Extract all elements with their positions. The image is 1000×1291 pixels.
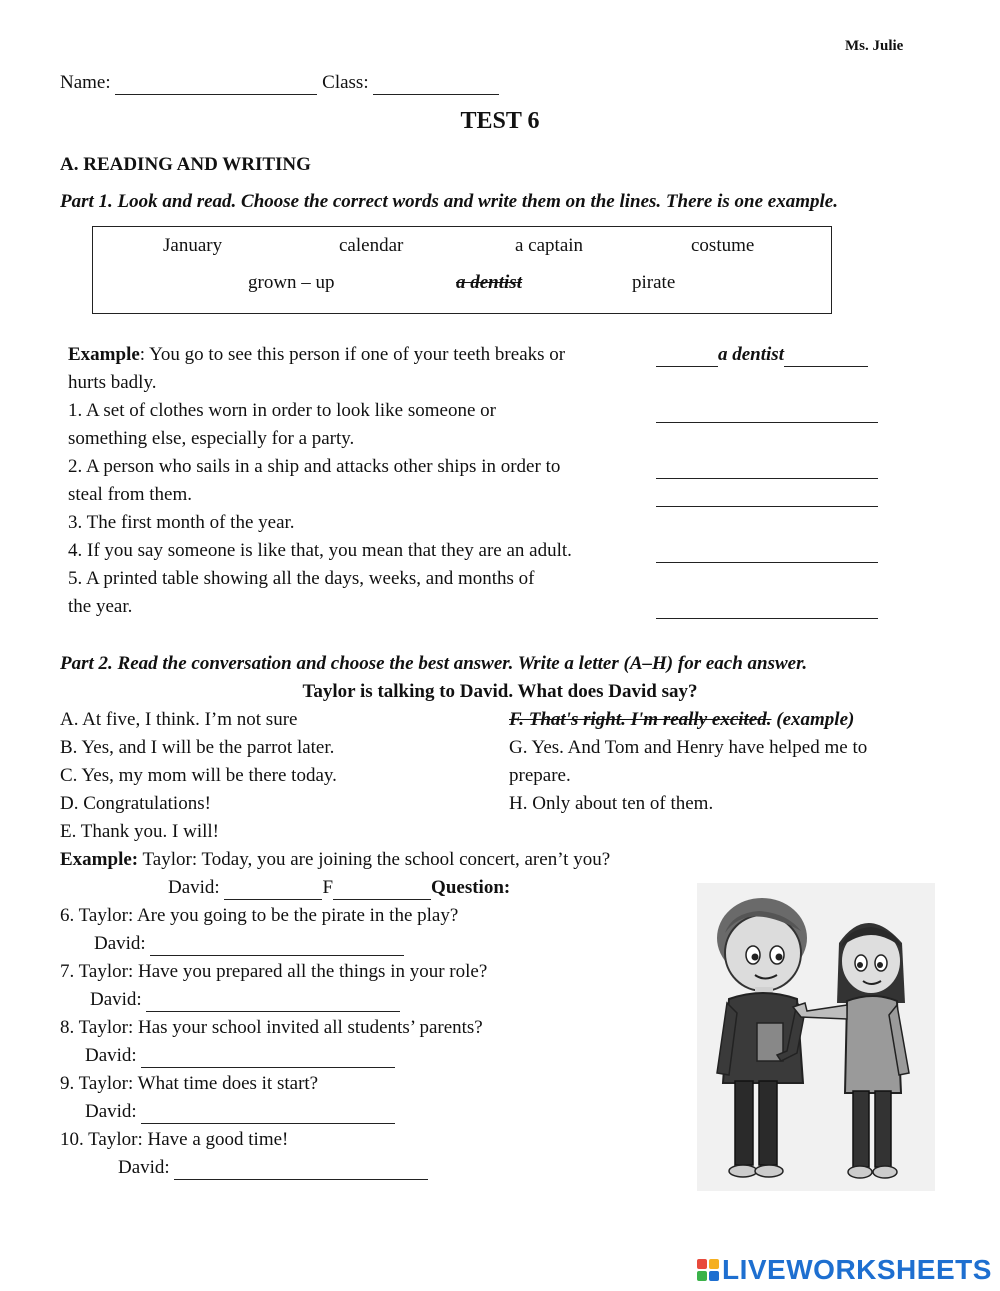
- section-heading: A. READING AND WRITING: [60, 154, 311, 175]
- part2-instruction: Part 2. Read the conversation and choose the best answer. Write a letter (A–H) for each answer.: [60, 653, 808, 674]
- name-field[interactable]: [115, 72, 317, 95]
- part1-example-cont: hurts badly.: [68, 372, 157, 393]
- question-2-text-cont: steal from them.: [68, 484, 192, 505]
- answer-line-10[interactable]: [174, 1157, 428, 1180]
- word-bank-item: a captain: [515, 235, 584, 256]
- boy-figure: [717, 898, 807, 1177]
- name-label: Name:: [60, 72, 111, 93]
- question-9-taylor: 9. Taylor: What time does it start?: [60, 1073, 319, 1094]
- answer-line-3[interactable]: [656, 505, 878, 507]
- question-1-text: 1. A set of clothes worn in order to look like someone or: [68, 400, 496, 421]
- question-10-taylor: 10. Taylor: Have a good time!: [60, 1129, 289, 1150]
- answer-line-4[interactable]: [656, 561, 878, 563]
- option-g: G. Yes. And Tom and Henry have helped me to: [509, 737, 868, 758]
- option-a: A. At five, I think. I’m not sure: [60, 709, 298, 730]
- part2-example-answer: David: F Question:: [168, 877, 511, 898]
- question-6-taylor: 6. Taylor: Are you going to be the pirate in the play?: [60, 905, 459, 926]
- word-bank-item: grown – up: [248, 272, 335, 293]
- part1-example: [68, 344, 565, 366]
- option-c: C. Yes, my mom will be there today.: [60, 765, 337, 786]
- part2-subtitle: Taylor is talking to David. What does David say?: [302, 681, 698, 702]
- word-bank-item: pirate: [632, 272, 676, 293]
- answer-line-2[interactable]: [656, 477, 878, 479]
- question-10-david: David:: [118, 1157, 428, 1180]
- question-7-david: David:: [90, 989, 400, 1012]
- question-8-david: David:: [85, 1045, 395, 1068]
- word-bank-item: calendar: [339, 235, 404, 256]
- question-5-text-cont: the year.: [68, 596, 133, 617]
- option-g-cont: prepare.: [509, 765, 571, 786]
- option-e: E. Thank you. I will!: [60, 821, 220, 842]
- word-bank-item: costume: [691, 235, 755, 256]
- example-label: Example: [68, 344, 140, 365]
- page-title: TEST 6: [460, 108, 540, 134]
- question-3-text: 3. The first month of the year.: [68, 512, 295, 533]
- question-1-text-cont: something else, especially for a party.: [68, 428, 355, 449]
- question-6-david: David:: [94, 933, 404, 956]
- example-text: : You go to see this person if one of your teeth breaks or: [139, 344, 566, 365]
- author-name: Ms. Julie: [845, 38, 904, 54]
- question-5-text: 5. A printed table showing all the days, weeks, and months of: [68, 568, 535, 589]
- option-h: H. Only about ten of them.: [509, 793, 714, 814]
- option-f: F. That's right. I'm really excited. (example): [509, 709, 855, 730]
- question-9-david: David:: [85, 1101, 395, 1124]
- question-8-taylor: 8. Taylor: Has your school invited all students’ parents?: [60, 1017, 483, 1038]
- question-7-taylor: 7. Taylor: Have you prepared all the things in your role?: [60, 961, 488, 982]
- answer-line-1[interactable]: [656, 421, 878, 423]
- word-bank: [92, 226, 832, 314]
- word-bank-crossed-item: a dentist: [456, 272, 522, 293]
- option-d: D. Congratulations!: [60, 793, 211, 814]
- liveworksheets-logo: [697, 1255, 992, 1285]
- answer-line-9[interactable]: [141, 1101, 395, 1124]
- word-bank-item: January: [163, 235, 223, 256]
- part1-instruction: Part 1. Look and read. Choose the correct words and write them on the lines. There is one example.: [60, 191, 838, 212]
- girl-figure: [793, 923, 909, 1178]
- name-class-row: [60, 72, 499, 95]
- question-4-text: 4. If you say someone is like that, you mean that they are an adult.: [68, 540, 572, 561]
- option-b: B. Yes, and I will be the parrot later.: [60, 737, 335, 758]
- class-label: Class:: [322, 72, 369, 93]
- logo-text: LIVEWORKSHEETS: [722, 1254, 992, 1285]
- question-2-text: 2. A person who sails in a ship and attacks other ships in order to: [68, 456, 561, 477]
- answer-line-6[interactable]: [150, 933, 404, 956]
- part2-example: Example: Taylor: Today, you are joining the school concert, aren’t you?: [60, 849, 611, 870]
- answer-line-5[interactable]: [656, 617, 878, 619]
- class-field[interactable]: [373, 72, 499, 95]
- answer-line-8[interactable]: [141, 1045, 395, 1068]
- part1-example-answer: a dentist: [656, 344, 868, 367]
- children-illustration: [697, 883, 935, 1191]
- answer-line-7[interactable]: [146, 989, 400, 1012]
- logo-icon: [697, 1259, 719, 1281]
- boy-and-girl-picture: [697, 883, 935, 1191]
